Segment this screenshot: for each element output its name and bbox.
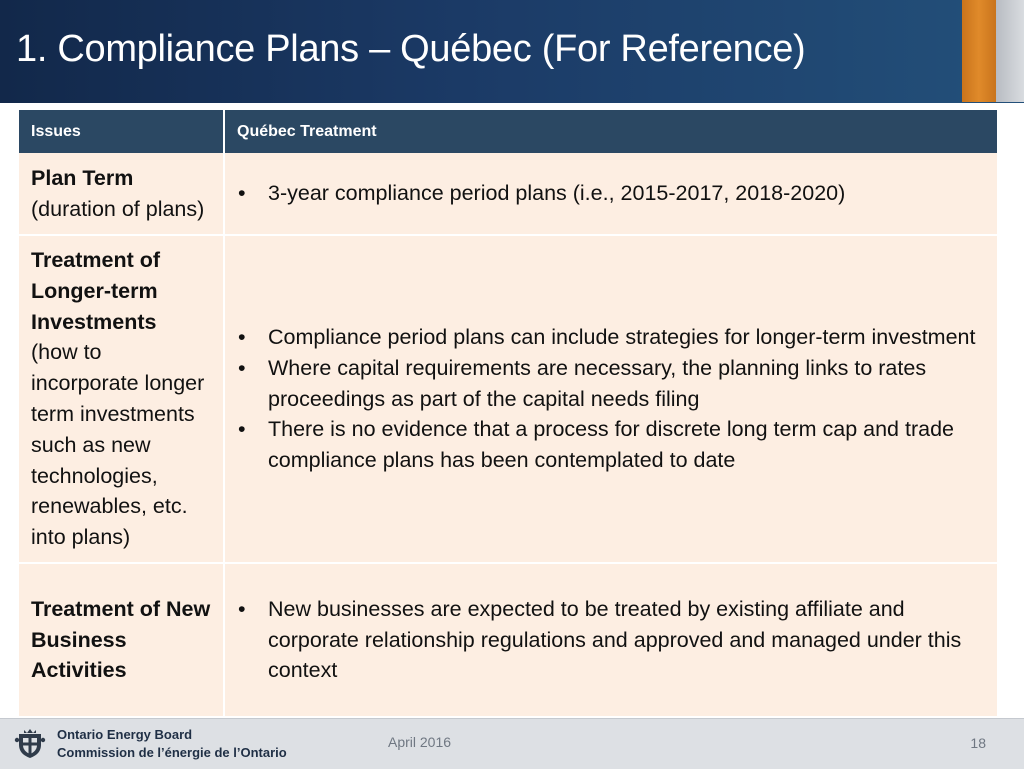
org-name-english: Ontario Energy Board	[57, 727, 193, 742]
footer-date: April 2016	[388, 734, 452, 750]
comparison-table	[19, 110, 997, 718]
header-accent-orange	[962, 0, 996, 102]
issue-cell	[19, 235, 224, 563]
slide-footer	[0, 718, 1024, 769]
treatment-bullet: • Where capital requirements are necessary, the planning links to rates proceedings as part of the capital needs filing	[226, 353, 988, 415]
page-number: 18	[970, 735, 986, 751]
table-row	[19, 235, 997, 563]
issue-cell	[19, 153, 224, 235]
ontario-crest-icon	[14, 728, 46, 760]
slide-header	[0, 0, 1024, 103]
slide-title: 1. Compliance Plans – Québec (For Reference)	[16, 28, 806, 70]
issue-detail: (how to incorporate longer term investments such as new technologies, renewables, etc. into plans)	[31, 340, 205, 550]
treatment-bullet: • Compliance period plans can include strategies for longer-term investment	[226, 322, 988, 353]
issue-detail: (duration of plans)	[31, 196, 205, 221]
table-row	[19, 563, 997, 717]
table-row	[19, 153, 997, 235]
column-header-treatment: Québec Treatment	[224, 110, 997, 153]
issue-title: Treatment of New Business Activities	[31, 596, 211, 683]
issue-title: Plan Term	[31, 165, 134, 190]
issue-cell	[19, 563, 224, 717]
treatment-bullet: • 3-year compliance period plans (i.e., 2015-2017, 2018-2020)	[226, 178, 988, 209]
treatment-bullet: • New businesses are expected to be treated by existing affiliate and corporate relationship regulations and approved and managed under this context	[226, 594, 988, 686]
treatment-bullet: • There is no evidence that a process for discrete long term cap and trade compliance plans has been contemplated to date	[226, 414, 988, 476]
treatment-cell	[224, 153, 997, 235]
table-header-row	[19, 110, 997, 153]
treatment-cell	[224, 235, 997, 563]
issue-title: Treatment of Longer-term Investments	[31, 248, 161, 334]
org-name-french: Commission de l’énergie de l’Ontario	[57, 745, 287, 760]
header-accent-gray	[996, 0, 1024, 102]
column-header-issues: Issues	[19, 110, 224, 153]
treatment-cell	[224, 563, 997, 717]
